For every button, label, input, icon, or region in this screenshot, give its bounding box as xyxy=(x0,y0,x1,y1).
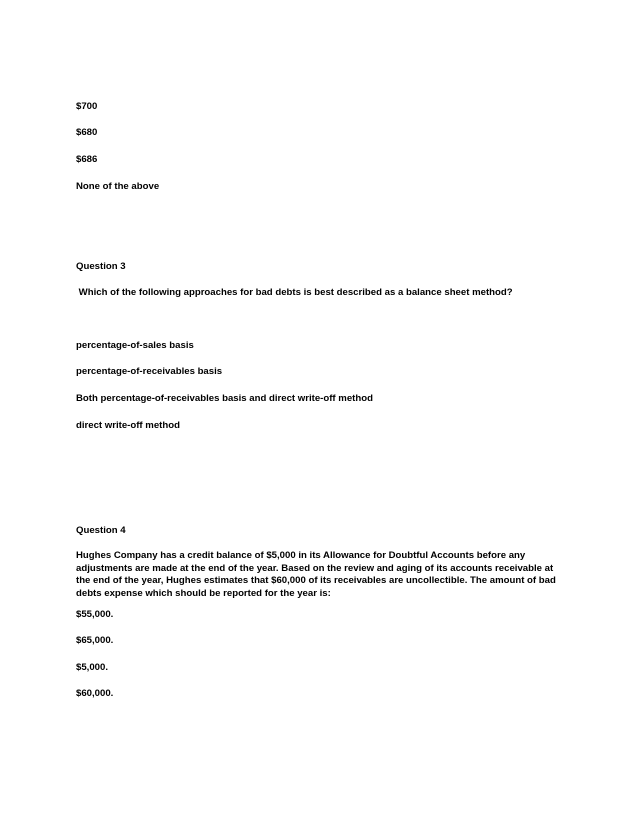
q4-option-2: $65,000. xyxy=(76,635,114,646)
q3-option-1: percentage-of-sales basis xyxy=(76,340,194,351)
q4-option-1: $55,000. xyxy=(76,609,114,620)
q3-option-4: direct write-off method xyxy=(76,420,180,431)
q3-option-2: percentage-of-receivables basis xyxy=(76,366,223,377)
q2-option-2: $680 xyxy=(76,127,98,138)
question-4-prompt: Hughes Company has a credit balance of $5,000 in its Allowance for Doubtful Accounts before any adjustments are made at the end of the year. Based on the review and aging of its accounts receivable at the end of the year, Hughes estimates that $60,000 of its receivables are uncollectible. The amount of bad debts expense which should be reported for the year is: xyxy=(76,550,556,599)
question-3-prompt: Which of the following approaches for bad debts is best described as a balance sheet method? xyxy=(76,287,513,298)
q4-option-4: $60,000. xyxy=(76,688,114,699)
q2-option-1: $700 xyxy=(76,101,98,112)
q2-option-4: None of the above xyxy=(76,181,160,192)
q2-option-3: $686 xyxy=(76,154,98,165)
q4-option-3: $5,000. xyxy=(76,662,109,673)
question-4-heading: Question 4 xyxy=(76,525,126,536)
question-3-heading: Question 3 xyxy=(76,261,126,272)
q3-option-3: Both percentage-of-receivables basis and direct write-off method xyxy=(76,393,373,404)
